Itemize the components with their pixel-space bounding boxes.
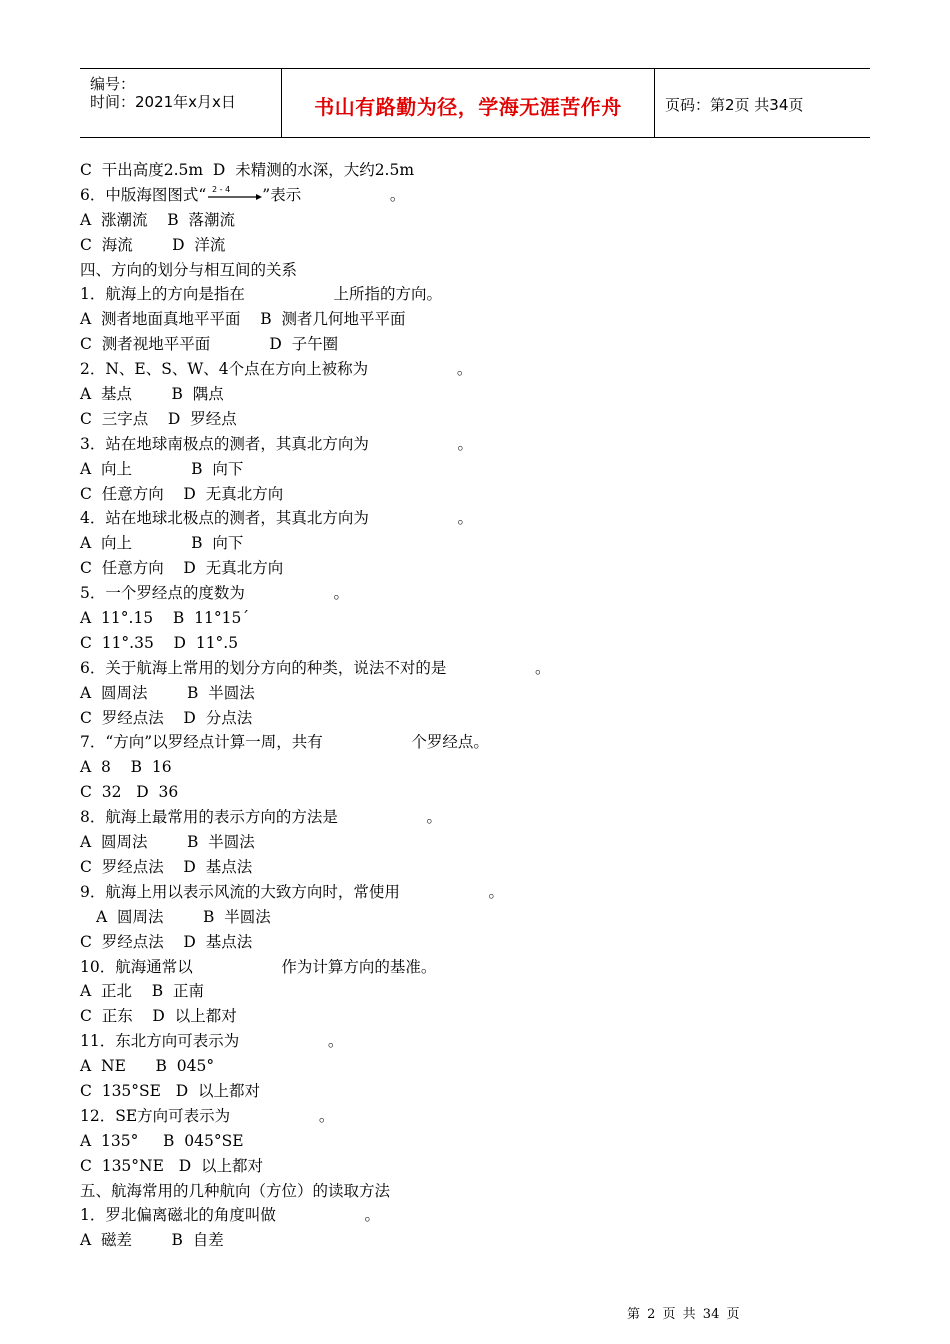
text-line: A 8 B 16 (80, 758, 172, 777)
text-line: 2．N、E、S、W、4个点在方向上被称为 。 (80, 360, 473, 379)
text-line: 5．一个罗经点的度数为 。 (80, 584, 350, 603)
text-line: C 测者视地平平面 D 子午圈 (80, 335, 339, 354)
text-line: A 磁差 B 自差 (80, 1231, 224, 1250)
text-line: A 圆周法 B 半圆法 (80, 833, 255, 852)
text-line: A 向上 B 向下 (80, 534, 244, 553)
text-line: C 135°SE D 以上都对 (80, 1081, 261, 1100)
text-line: C 罗经点法 D 分点法 (80, 708, 253, 727)
page-header (80, 68, 870, 138)
text-line: 1．罗北偏离磁北的角度叫做 。 (80, 1206, 381, 1225)
document-body (80, 158, 840, 1253)
page-info: 页码：第2页 共34页 (665, 95, 804, 114)
text-line: A 圆周法 B 半圆法 (80, 683, 255, 702)
q6-suffix: ”表示 。 (262, 185, 406, 204)
current-arrow-icon (206, 185, 262, 201)
text-line: 9．航海上用以表示风流的大致方向时，常使用 。 (80, 882, 505, 901)
header-page-cell (655, 69, 870, 137)
section-heading: 五、航海常用的几种航向（方位）的读取方法 (80, 1181, 391, 1200)
text-line: 7．“方向”以罗经点计算一周，共有 个罗经点。 (80, 733, 489, 752)
text-line: A 涨潮流 B 落潮流 (80, 210, 236, 229)
text-line: C 任意方向 D 无真北方向 (80, 559, 284, 578)
text-line: A 测者地面真地平平面 B 测者几何地平平面 (80, 310, 406, 329)
text-line: 10．航海通常以 作为计算方向的基准。 (80, 957, 437, 976)
motto: 书山有路勤为径，学海无涯苦作舟 (314, 94, 622, 119)
header-meta (80, 69, 280, 137)
arrow-label: 2 - 4 (212, 184, 231, 194)
time-label: 时间：2021年x月x日 (90, 93, 236, 111)
text-line: 11．东北方向可表示为 。 (80, 1032, 344, 1051)
text-line: 4．站在地球北极点的测者，其真北方向为 。 (80, 509, 474, 528)
header-motto-cell (281, 69, 655, 137)
text-line: C 32 D 36 (80, 783, 179, 802)
text-line: C 任意方向 D 无真北方向 (80, 484, 284, 503)
text-line: A 正北 B 正南 (80, 982, 205, 1001)
text-line: C 11°.35 D 11°.5 (80, 633, 239, 652)
page-footer: 第 2 页 共 34 页 (627, 1307, 740, 1322)
text-line: C 海流 D 洋流 (80, 235, 226, 254)
text-line: 8．航海上最常用的表示方向的方法是 。 (80, 808, 443, 827)
question-6-chart-symbol (80, 183, 840, 208)
serial-label: 编号： (90, 75, 136, 93)
text-line: A NE B 045° (80, 1057, 215, 1076)
text-line: A 基点 B 隅点 (80, 385, 224, 404)
text-line: 3．站在地球南极点的测者，其真北方向为 。 (80, 434, 474, 453)
text-line: A 向上 B 向下 (80, 459, 244, 478)
text-line: C 正东 D 以上都对 (80, 1007, 237, 1026)
text-line: A 圆周法 B 半圆法 (96, 907, 271, 926)
text-line: C 三字点 D 罗经点 (80, 409, 237, 428)
q6-prefix: 6．中版海图图式“ (80, 185, 207, 204)
text-line: C 干出高度2.5m D 未精测的水深，大约2.5m (80, 161, 415, 179)
text-line: C 135°NE D 以上都对 (80, 1156, 263, 1175)
text-line: C 罗经点法 D 基点法 (80, 932, 253, 951)
text-line: 6．关于航海上常用的划分方向的种类，说法不对的是 。 (80, 658, 551, 677)
text-line: 12．SE方向可表示为 。 (80, 1106, 335, 1125)
text-line: 1．航海上的方向是指在 上所指的方向。 (80, 285, 443, 304)
text-line: A 11°.15 B 11°15´ (80, 609, 250, 628)
section-heading: 四、方向的划分与相互间的关系 (80, 260, 298, 279)
text-line: A 135° B 045°SE (80, 1131, 244, 1150)
text-line: C 罗经点法 D 基点法 (80, 857, 253, 876)
